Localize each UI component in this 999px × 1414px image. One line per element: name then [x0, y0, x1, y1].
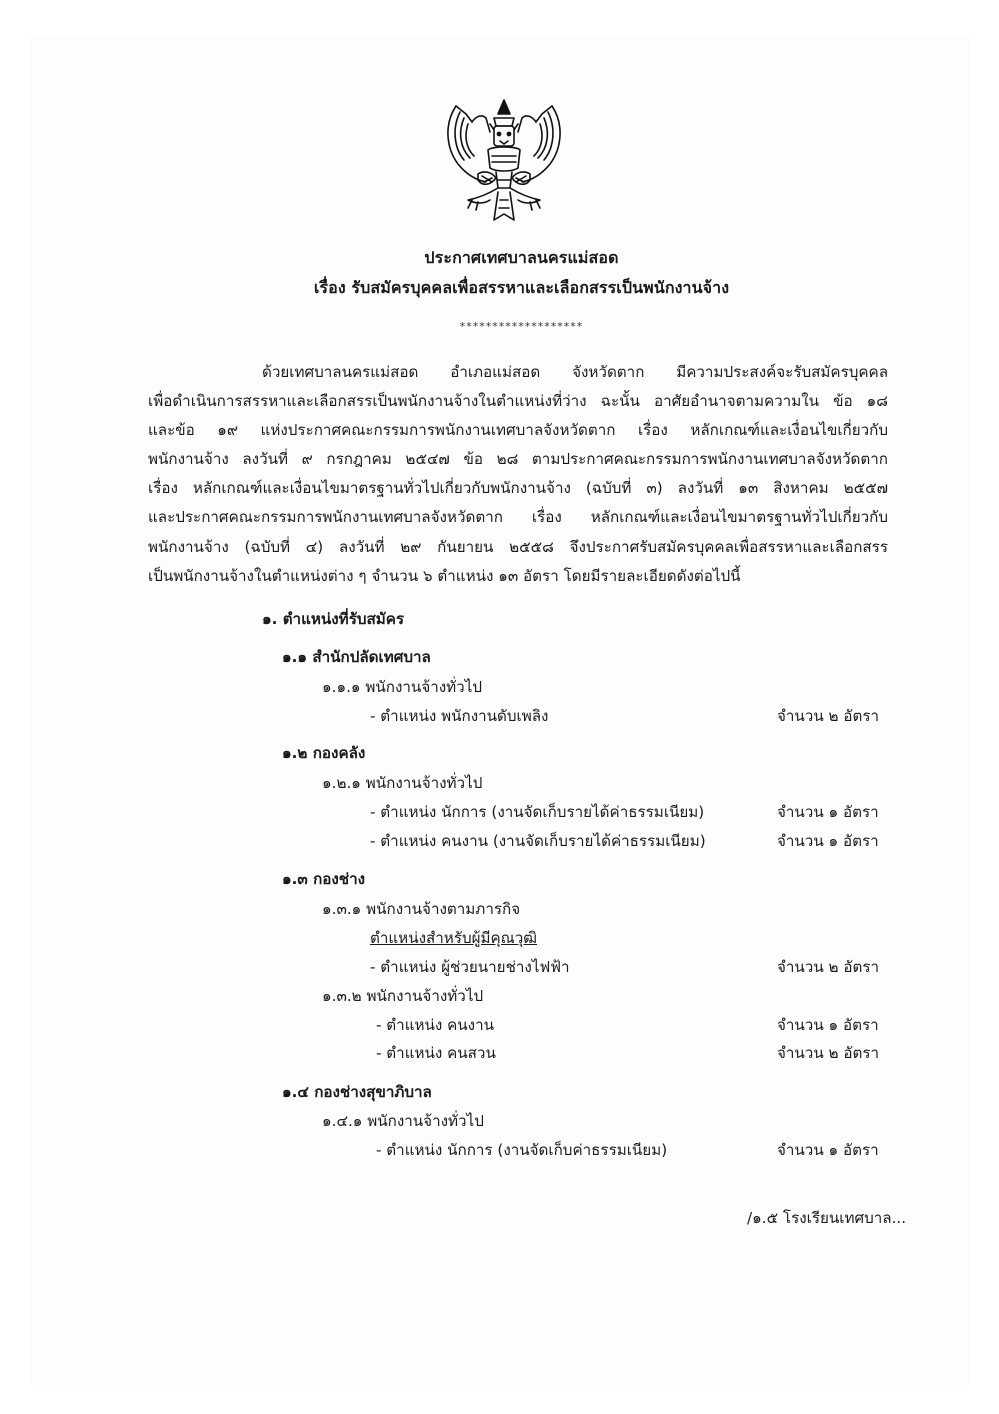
- intro-line: เพื่อดำเนินการสรรหาและเลือกสรรเป็นพนักงานจ้างในตำแหน่งที่ว่าง ฉะนั้น อาศัยอำนาจตามความใน ข้อ ๑๘: [148, 392, 888, 411]
- intro-line: เรื่อง หลักเกณฑ์และเงื่อนไขมาตรฐานทั่วไปเกี่ยวกับพนักงานจ้าง (ฉบับที่ ๓) ลงวันที่ ๑๓ สิงหาคม ๒๕๕๗: [148, 479, 888, 498]
- employment-type: ๑.๓.๑ พนักงานจ้างตามภารกิจ: [322, 900, 521, 918]
- position-count: จำนวน ๒ อัตรา: [777, 707, 880, 725]
- division-heading: ๑.๔ กองช่างสุขาภิบาล: [282, 1083, 432, 1101]
- employment-type: ๑.๒.๑ พนักงานจ้างทั่วไป: [322, 774, 483, 792]
- position-count: จำนวน ๑ อัตรา: [777, 1016, 879, 1034]
- intro-line: พนักงานจ้าง ลงวันที่ ๙ กรกฎาคม ๒๕๔๗ ข้อ ๒๘ ตามประกาศคณะกรรมการพนักงานเทศบาลจังหวัดตาก: [148, 450, 888, 469]
- position-count: จำนวน ๑ อัตรา: [777, 832, 879, 850]
- intro-line: พนักงานจ้าง (ฉบับที่ ๔) ลงวันที่ ๒๙ กันยายน ๒๕๕๘ จึงประกาศรับสมัครบุคคลเพื่อสรรหาและเลือกสรร: [148, 537, 888, 556]
- position-count: จำนวน ๒ อัตรา: [777, 958, 880, 976]
- garuda-emblem-icon: [442, 96, 566, 226]
- position-name: - ตำแหน่ง คนงาน (งานจัดเก็บรายได้ค่าธรรมเนียม): [370, 832, 706, 850]
- position-count: จำนวน ๑ อัตรา: [777, 1141, 879, 1159]
- announcement-subject: เรื่อง รับสมัครบุคคลเพื่อสรรหาและเลือกสรรเป็นพนักงานจ้าง: [313, 278, 730, 297]
- employment-type: ๑.๓.๒ พนักงานจ้างทั่วไป: [322, 987, 484, 1005]
- intro-paragraph: [148, 358, 888, 591]
- employment-type: ๑.๔.๑ พนักงานจ้างทั่วไป: [322, 1112, 484, 1130]
- intro-line: และข้อ ๑๙ แห่งประกาศคณะกรรมการพนักงานเทศบาลจังหวัดตาก เรื่อง หลักเกณฑ์และเงื่อนไขเกี่ยวกับ: [148, 421, 888, 440]
- position-name: - ตำแหน่ง คนสวน: [376, 1044, 496, 1062]
- position-name: - ตำแหน่ง ผู้ช่วยนายช่างไฟฟ้า: [370, 958, 570, 976]
- separator: *******************: [459, 320, 584, 333]
- position-name: - ตำแหน่ง นักการ (งานจัดเก็บรายได้ค่าธรรมเนียม): [370, 803, 705, 821]
- position-count: จำนวน ๑ อัตรา: [777, 803, 879, 821]
- intro-line: เป็นพนักงานจ้างในตำแหน่งต่าง ๆ จำนวน ๖ ตำแหน่ง ๑๓ อัตรา โดยมีรายละเอียดดังต่อไปนี้: [148, 566, 741, 585]
- section-heading: ๑. ตำแหน่งที่รับสมัคร: [262, 610, 405, 628]
- announcement-title: ประกาศเทศบาลนครแม่สอด: [424, 248, 619, 267]
- qualification-subheading: ตำแหน่งสำหรับผู้มีคุณวุฒิ: [370, 929, 538, 947]
- employment-type: ๑.๑.๑ พนักงานจ้างทั่วไป: [322, 678, 482, 696]
- division-heading: ๑.๓ กองช่าง: [282, 870, 366, 888]
- position-name: - ตำแหน่ง พนักงานดับเพลิง: [370, 707, 549, 725]
- position-name: - ตำแหน่ง คนงาน: [376, 1016, 494, 1034]
- division-heading: ๑.๑ สำนักปลัดเทศบาล: [282, 648, 431, 666]
- continuation-note: /๑.๕ โรงเรียนเทศบาล...: [747, 1209, 907, 1227]
- intro-line: ด้วยเทศบาลนครแม่สอด อำเภอแม่สอด จังหวัดตาก มีความประสงค์จะรับสมัครบุคคล: [262, 363, 888, 381]
- division-heading: ๑.๒ กองคลัง: [282, 744, 366, 762]
- position-count: จำนวน ๒ อัตรา: [777, 1044, 880, 1062]
- intro-line: และประกาศคณะกรรมการพนักงานเทศบาลจังหวัดตาก เรื่อง หลักเกณฑ์และเงื่อนไขมาตรฐานทั่วไปเกี่ยวกับ: [148, 508, 888, 527]
- position-name: - ตำแหน่ง นักการ (งานจัดเก็บค่าธรรมเนียม): [376, 1141, 668, 1159]
